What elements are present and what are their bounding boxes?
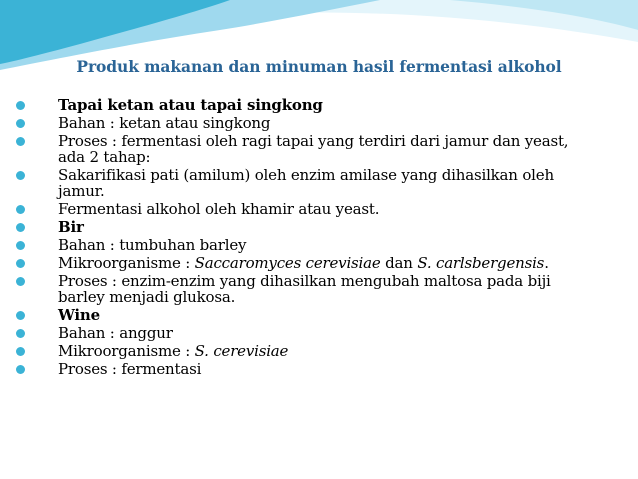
slide-title: Produk makanan dan minuman hasil fermentasi alkohol <box>76 57 562 76</box>
text-run: Bahan : anggur <box>58 324 173 342</box>
list-item-text <box>58 272 551 306</box>
list-item <box>12 97 632 113</box>
list-item-text <box>58 132 568 166</box>
italic-term: S. carlsbergensis <box>417 254 545 272</box>
list-item-text <box>58 218 84 236</box>
text-run: Tapai ketan atau tapai singkong <box>58 96 323 114</box>
text-run: Proses : fermentasi oleh ragi tapai yang terdiri dari jamur dan yeast, <box>58 132 569 150</box>
list-item-text <box>58 306 100 324</box>
list-item <box>12 133 632 165</box>
text-run: Mikroorganisme : <box>58 254 195 272</box>
continuation-text: ada 2 tahap: <box>58 148 151 166</box>
bullet-dot-icon <box>16 171 25 180</box>
list-item-text <box>58 114 270 132</box>
text-run: Proses : fermentasi <box>58 360 202 378</box>
list-item <box>12 219 632 235</box>
text-run: Fermentasi alkohol oleh khamir atau yeast. <box>58 200 380 218</box>
bullet-dot-icon <box>16 311 25 320</box>
list-item <box>12 325 632 341</box>
list-item <box>12 361 632 377</box>
list-item-text <box>58 254 549 272</box>
bullet-dot-icon <box>16 329 25 338</box>
text-run: Bahan : tumbuhan barley <box>58 236 247 254</box>
list-item <box>12 273 632 305</box>
italic-term: Saccaromyces cerevisiae <box>194 254 381 272</box>
header-wave-band <box>0 0 638 90</box>
list-item-text <box>58 166 554 200</box>
bullet-dot-icon <box>16 223 25 232</box>
list-item <box>12 201 632 217</box>
text-run: Proses : enzim-enzim yang dihasilkan mengubah maltosa pada biji <box>58 272 551 290</box>
text-run: Sakarifikasi pati (amilum) oleh enzim amilase yang dihasilkan oleh <box>58 166 554 184</box>
list-item-text <box>58 96 323 114</box>
list-item <box>12 307 632 323</box>
bullet-dot-icon <box>16 365 25 374</box>
continuation-text: jamur. <box>58 182 105 200</box>
list-item-text <box>58 200 379 218</box>
text-run: Wine <box>58 306 100 324</box>
italic-term: S. cerevisiae <box>194 342 289 360</box>
list-item <box>12 115 632 131</box>
bullet-dot-icon <box>16 137 25 146</box>
list-item <box>12 255 632 271</box>
list-item <box>12 237 632 253</box>
bullet-dot-icon <box>16 277 25 286</box>
list-item-text <box>58 360 201 378</box>
text-run: dan <box>380 254 418 272</box>
bullet-dot-icon <box>16 205 25 214</box>
list-item-text <box>58 236 246 254</box>
list-item-text <box>58 342 288 360</box>
text-run: Mikroorganisme : <box>58 342 195 360</box>
bullet-dot-icon <box>16 101 25 110</box>
bullet-list <box>12 97 632 379</box>
text-run: . <box>544 254 549 272</box>
bullet-dot-icon <box>16 241 25 250</box>
continuation-text: barley menjadi glukosa. <box>58 288 236 306</box>
list-item-text <box>58 324 173 342</box>
list-item <box>12 167 632 199</box>
text-run: Bahan : ketan atau singkong <box>58 114 271 132</box>
bullet-dot-icon <box>16 259 25 268</box>
bullet-dot-icon <box>16 119 25 128</box>
bullet-dot-icon <box>16 347 25 356</box>
text-run: Bir <box>58 218 84 236</box>
list-item <box>12 343 632 359</box>
